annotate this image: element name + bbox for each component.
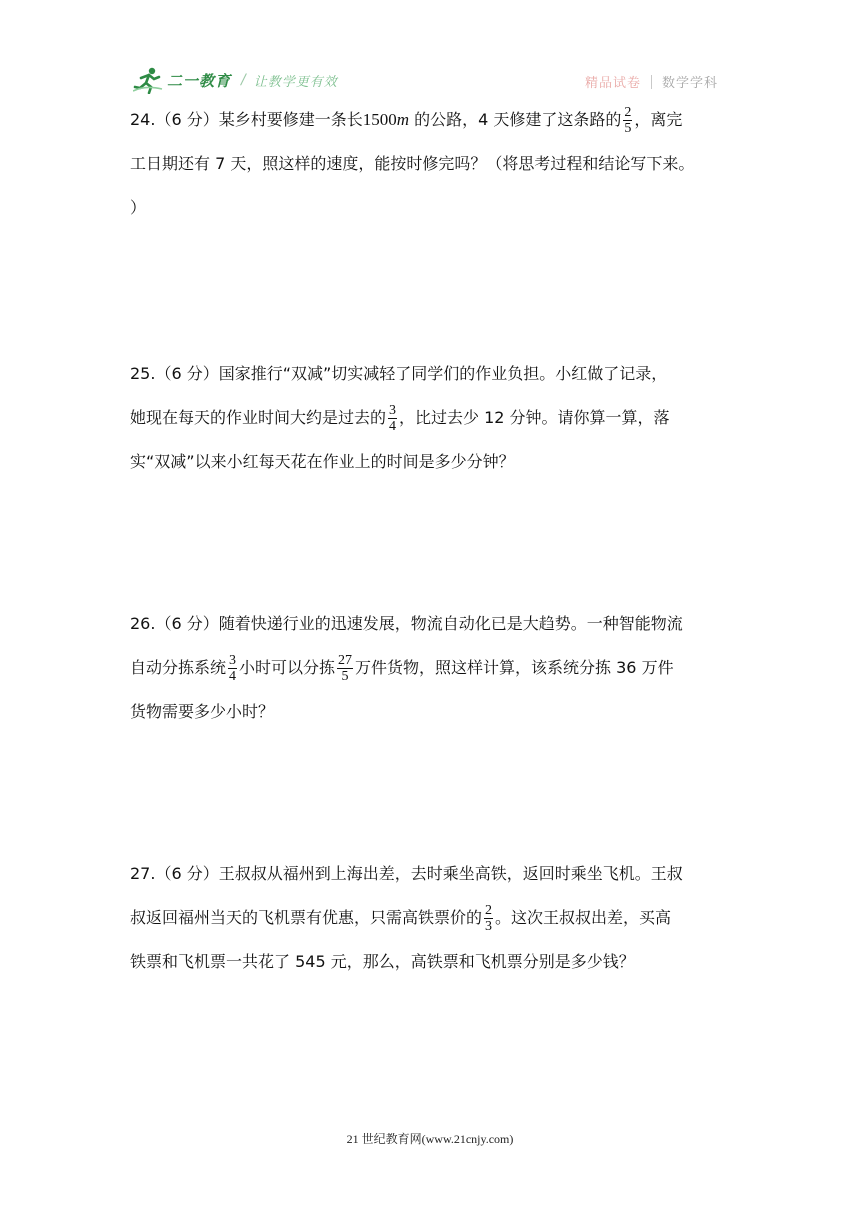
question-line: 27.（6 分）王叔叔从福州到上海出差，去时乘坐高铁，返回时乘坐飞机。王叔 <box>130 864 683 883</box>
question-line: ） <box>130 198 147 217</box>
question-line: 24.（6 分）某乡村要修建一条长1500m 的公路，4 天修建了这条路的 $\frac{2}{5}$ ，离完 <box>130 105 683 136</box>
header-tags <box>585 72 718 91</box>
question-line: 铁票和飞机票一共花了 545 元，那么，高铁票和飞机票分别是多少钱？ <box>130 952 635 971</box>
fraction: $\frac{3}{4}$ <box>389 403 397 434</box>
question-24 <box>130 98 720 230</box>
fraction: $\frac{2}{3}$ <box>485 903 493 934</box>
page-footer: 21 世纪教育网(www.21cnjy.com) <box>346 1132 514 1146</box>
question-line: 自动分拣系统 $\frac{3}{4}$ 小时可以分拣 $\frac{27}{5}$ 万件货物，照这样计算，该系统分拣 36 万件 <box>130 653 674 684</box>
question-27 <box>130 852 720 984</box>
question-line: 货物需要多少小时？ <box>130 702 275 721</box>
logo-slogan: 让教学更有效 <box>253 74 338 90</box>
question-line: 26.（6 分）随着快递行业的迅速发展，物流自动化已是大趋势。一种智能物流 <box>130 614 683 633</box>
question-26 <box>130 602 720 734</box>
fraction: $\frac{27}{5}$ <box>338 653 353 684</box>
fraction: $\frac{2}{5}$ <box>624 105 632 136</box>
subject-tag: 数学学科 <box>661 76 718 91</box>
brand-logo <box>133 64 338 96</box>
quality-tag: 精品试卷 <box>584 76 641 91</box>
question-line: 叔返回福州当天的飞机票有优惠，只需高铁票价的 $\frac{2}{3}$ 。这次王叔叔出差，买高 <box>130 903 672 934</box>
fraction: $\frac{3}{4}$ <box>229 653 237 684</box>
runner-logo-icon <box>133 66 163 94</box>
question-line: 实“双减”以来小红每天花在作业上的时间是多少分钟？ <box>130 452 515 471</box>
question-25 <box>130 352 720 484</box>
tag-divider <box>651 75 652 89</box>
page-header <box>0 0 860 110</box>
question-line: 工日期还有 7 天，照这样的速度，能按时修完吗？（将思考过程和结论写下来。 <box>130 154 695 173</box>
question-line: 她现在每天的作业时间大约是过去的 $\frac{3}{4}$ ，比过去少 12 分钟。请你算一算，落 <box>130 403 670 434</box>
length-value: 1500 <box>362 110 397 129</box>
logo-text: 二一教育 <box>167 71 232 90</box>
logo-divider: / <box>241 72 246 88</box>
unit-meter: m <box>396 110 409 129</box>
question-line: 25.（6 分）国家推行“双减”切实减轻了同学们的作业负担。小红做了记录， <box>130 364 668 383</box>
